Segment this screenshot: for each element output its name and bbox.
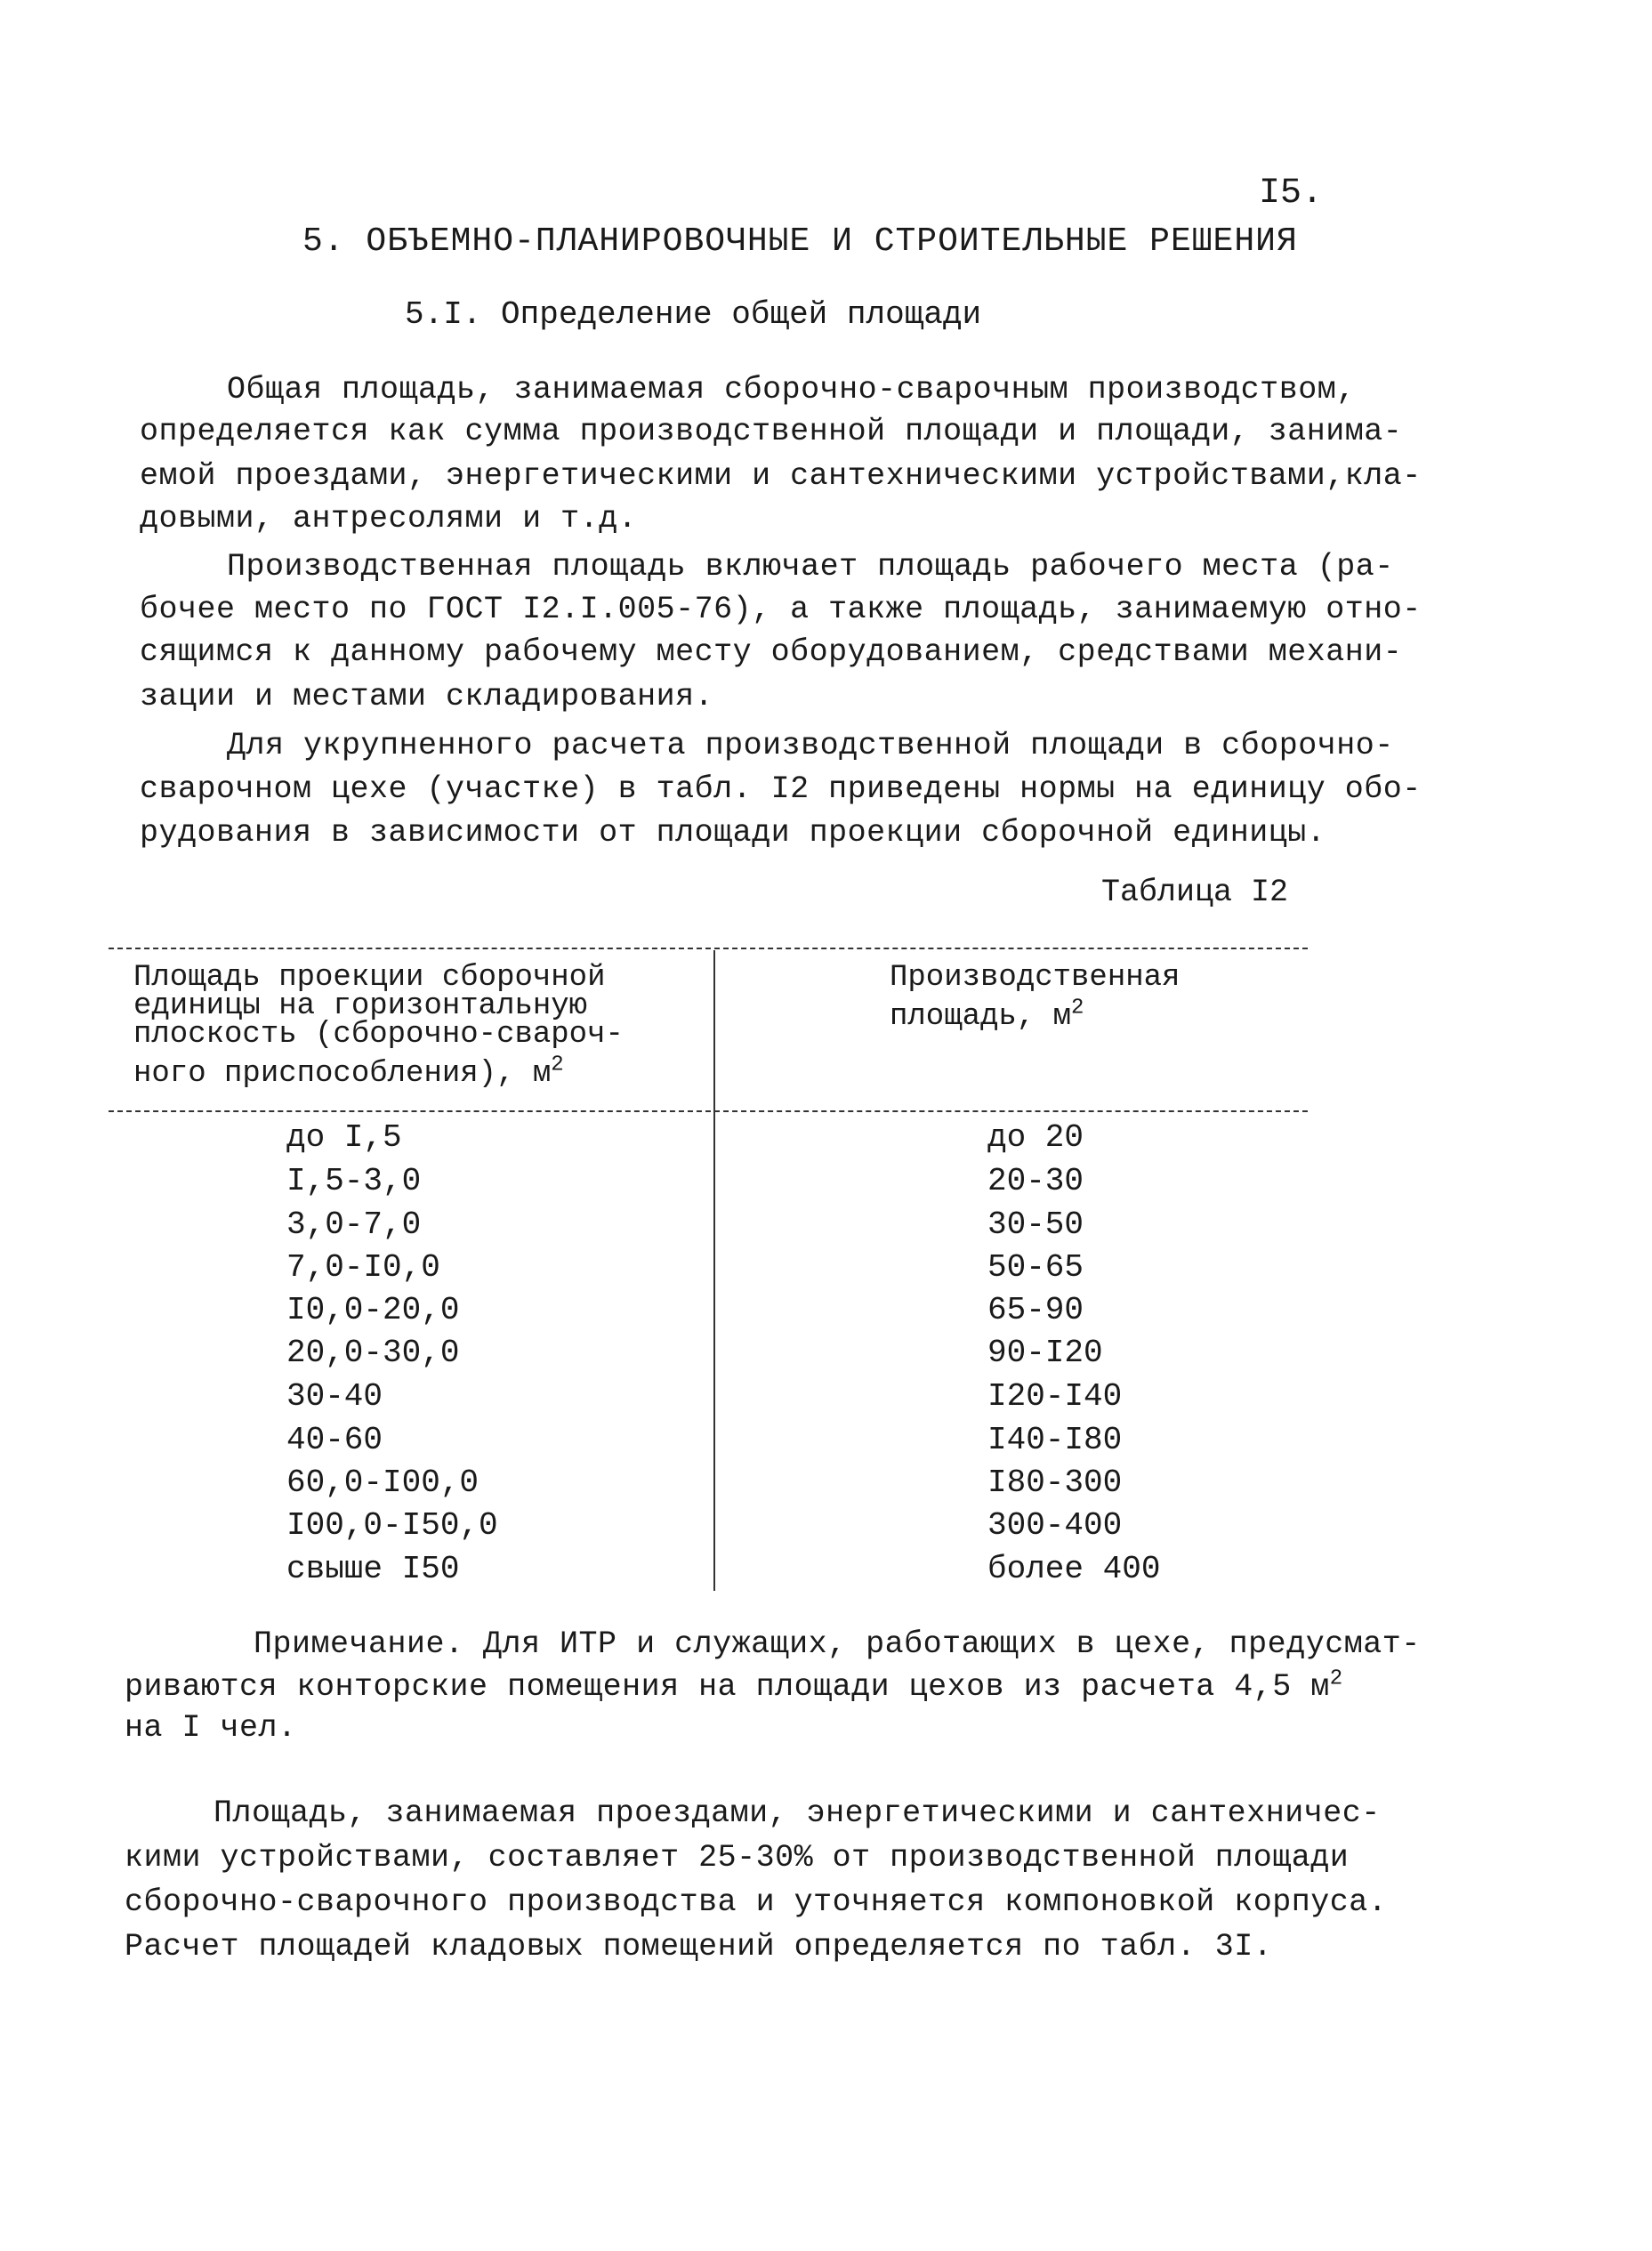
note-line: [125, 1666, 1343, 1705]
cell-production-area: I20-I40: [987, 1378, 1123, 1415]
cell-production-area: 20-30: [987, 1163, 1084, 1199]
cell-production-area: до 20: [987, 1119, 1084, 1156]
header-left: [133, 961, 624, 1091]
cell-production-area: 300-400: [987, 1507, 1123, 1544]
header-left-line: [133, 1053, 624, 1091]
cell-area: свыше I50: [286, 1551, 460, 1587]
table-top-rule: [109, 948, 1308, 949]
cell-production-area: I40-I80: [987, 1422, 1123, 1458]
cell-production-area: I80-300: [987, 1464, 1123, 1501]
header-right-line: [890, 996, 1180, 1034]
cell-production-area: 50-65: [987, 1249, 1084, 1286]
cell-production-area: более 400: [987, 1551, 1161, 1587]
header-right: [890, 961, 1181, 1034]
paragraph-line: Для укрупненного расчета производственной площади в сборочно-: [227, 728, 1394, 763]
cell-area: I00,0-I50,0: [286, 1507, 498, 1544]
section-heading: 5. ОБЪЕМНО-ПЛАНИРОВОЧНЫЕ И СТРОИТЕЛЬНЫЕ РЕШЕНИЯ: [302, 222, 1298, 261]
subsection-heading: 5.I. Определение общей площади: [405, 296, 982, 333]
header-left-last: ного приспособления), м: [133, 1057, 552, 1091]
cell-area: 40-60: [286, 1422, 383, 1458]
paragraph-line: сварочном цехе (участке) в табл. I2 приведены нормы на единицу обо-: [140, 771, 1422, 807]
table-caption: Таблица I2: [1101, 875, 1289, 910]
paragraph-line: довыми, антресолями и т.д.: [140, 501, 638, 537]
note-line: Примечание. Для ИТР и служащих, работающих в цехе, предусмат-: [254, 1626, 1421, 1662]
paragraph-line: Расчет площадей кладовых помещений определяется по табл. 3I.: [125, 1929, 1273, 1965]
cell-area: I0,0-20,0: [286, 1292, 460, 1328]
cell-area: 7,0-I0,0: [286, 1249, 440, 1286]
paragraph-line: сящимся к данному рабочему месту оборудованием, средствами механи-: [140, 634, 1403, 670]
cell-area: 60,0-I00,0: [286, 1464, 479, 1501]
cell-production-area: 65-90: [987, 1292, 1084, 1328]
paragraph-line: Площадь, занимаемая проездами, энергетическими и сантехничес-: [214, 1795, 1381, 1831]
cell-area: 20,0-30,0: [286, 1335, 460, 1371]
page-number: I5.: [1259, 173, 1324, 214]
table-header-rule: [109, 1110, 1308, 1112]
cell-area: I,5-3,0: [286, 1163, 422, 1199]
paragraph-line: рудования в зависимости от площади проекции сборочной единицы.: [140, 815, 1326, 851]
paragraph-line: Общая площадь, занимаемая сборочно-сварочным производством,: [227, 372, 1356, 407]
paragraph-line: сборочно-сварочного производства и уточняется компоновкой корпуса.: [125, 1884, 1388, 1920]
paragraph-line: зации и местами складирования.: [140, 679, 714, 714]
header-right-last: площадь, м: [890, 1000, 1072, 1034]
paragraph-line: емой проездами, энергетическими и сантехническими устройствами,кла-: [140, 458, 1422, 494]
cell-area: до I,5: [286, 1119, 402, 1156]
paragraph-line: кими устройствами, составляет 25-30% от производственной площади: [125, 1840, 1350, 1876]
note-line-text: риваются конторские помещения на площади цехов из расчета 4,5 м: [125, 1669, 1330, 1705]
superscript: 2: [1071, 996, 1084, 1021]
paragraph-line: определяется как сумма производственной площади и площади, занима-: [140, 414, 1403, 449]
cell-area: 3,0-7,0: [286, 1206, 422, 1243]
header-left-line: плоскость (сборочно-свароч-: [133, 1018, 624, 1052]
header-left-line: Площадь проекции сборочной: [133, 961, 606, 995]
table-column-divider: [713, 950, 715, 1591]
cell-production-area: 90-I20: [987, 1335, 1103, 1371]
cell-production-area: 30-50: [987, 1206, 1084, 1243]
cell-area: 30-40: [286, 1378, 383, 1415]
paragraph-line: бочее место по ГОСТ I2.I.005-76), а также площадь, занимаемую отно-: [140, 592, 1422, 627]
superscript: 2: [1329, 1666, 1343, 1691]
note-line: на I чел.: [125, 1710, 297, 1746]
superscript: 2: [551, 1053, 564, 1077]
header-left-line: единицы на горизонтальную: [133, 989, 588, 1023]
paragraph-line: Производственная площадь включает площадь рабочего места (ра-: [227, 549, 1394, 585]
header-right-line: Производственная: [890, 961, 1181, 995]
